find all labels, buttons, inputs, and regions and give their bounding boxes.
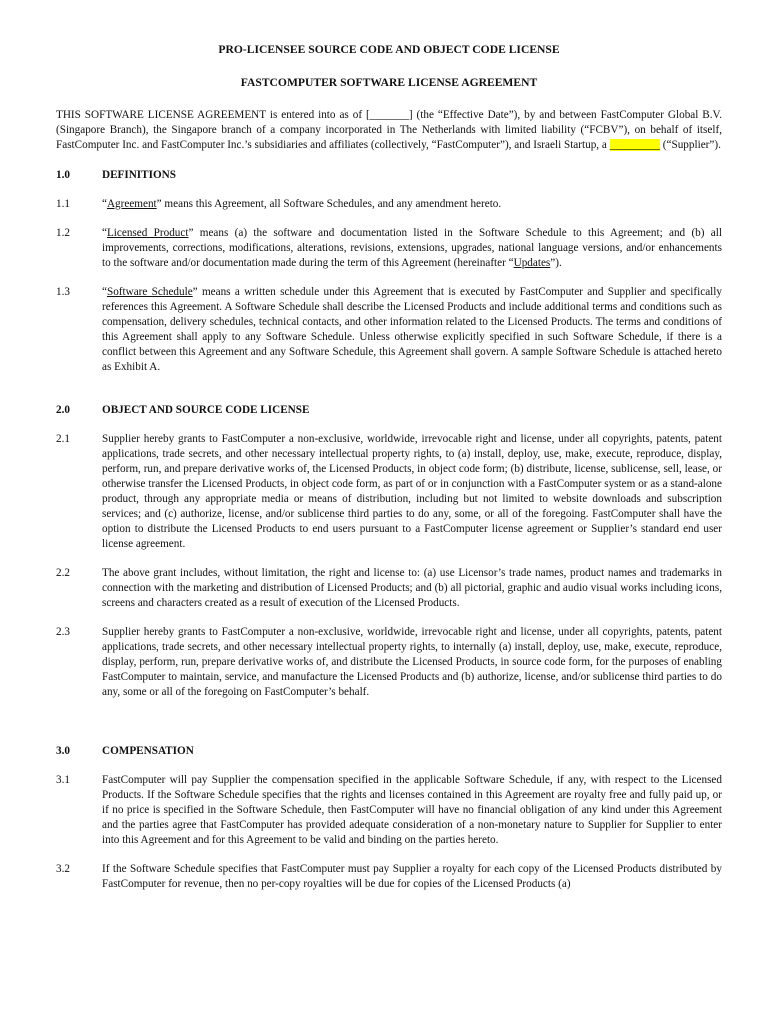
defined-term-agreement: Agreement: [106, 198, 157, 210]
clause-body: Supplier hereby grants to FastComputer a non-exclusive, worldwide, irrevocable right and license, under all copyrights, patents, patent applications, trade secrets, and other necessary intellectual property rights, to internally (a) install, deploy, use, make, execute, reproduce, display, perform, run, prepare derivative works of, and distribute the Licensed Products, in source code form, for the purposes of enabling FastComputer to maintain, service, and manufacture the Licensed Products and (b) authorize, license, and/or sublicense third parties to do any, some or all of the foregoing on FastComputer’s behalf.: [102, 626, 722, 698]
section-number: 1.0: [56, 169, 70, 181]
clause-number: 2.2: [56, 567, 70, 579]
clause-body: FastComputer will pay Supplier the compensation specified in the applicable Software Schedule, if any, with respect to the Licensed Products. If the Software Schedule specifies that the rights and licenses contained in this Agreement are royalty free and fully paid up, or if no price is specified in the Software Schedule, then FastComputer will have no financial obligation of any kind under this Agreement and the parties agree that FastComputer has provided adequate consideration of a non-monetary nature to Supplier for Supplier to enter into this Agreement and for this Agreement to be valid and binding on the parties hereto.: [102, 774, 722, 846]
clause-body: The above grant includes, without limitation, the right and license to: (a) use Licensor’s trade names, product names and trademarks in connection with the marketing and distribution of Licensed Products; and (b) all pictorial, graphic and audio visual works including icons, screens and characters created as a result of execution of the Licensed Products.: [102, 567, 722, 609]
clause-body: Supplier hereby grants to FastComputer a non-exclusive, worldwide, irrevocable right and license, under all copyrights, patents, patent applications, trade secrets, and other necessary intellectual property rights, to (a) install, deploy, use, make, execute, reproduce, display, perform, run, and prepare derivative works of, the Licensed Products, in object code form; (b) distribute, license, sublicense, sell, lease, or otherwise transfer the Licensed Products, in object code form, as part of or in conjunction with a FastComputer system or as a stand-alone product, through any appropriate media or means of distribution, including but not limited to website downloads and subscription services; and (c) authorize, license, and/or sublicense third parties to do any, some, or all of the foregoing. FastComputer shall have the option to distribute the Licensed Products to end users pursuant to a FastComputer license agreement or Supplier’s standard end user license agreement.: [102, 433, 722, 550]
clause-number: 3.1: [56, 774, 70, 786]
section-heading-compensation: [56, 744, 722, 759]
clause-body: If the Software Schedule specifies that FastComputer must pay Supplier a royalty for each copy of the Licensed Products distributed by FastComputer for revenue, then no per-copy royalties will be due for copies of the Licensed Products (a): [102, 863, 722, 890]
clause-text: ” means (a) the software and documentation listed in the Software Schedule to this Agreement; and (b) all improvements, corrections, modifications, alterations, revisions, extensions, upgrades, national language versions, and/or enhancements to the software and/or documentation made during the term of this Agreement (hereinafter “: [102, 227, 722, 269]
section-title: OBJECT AND SOURCE CODE LICENSE: [102, 404, 310, 416]
section-number: 3.0: [56, 745, 70, 757]
open-quote: “: [102, 198, 107, 210]
open-quote: “: [102, 286, 107, 298]
document-page: [56, 42, 722, 892]
clause-1-2: [56, 226, 722, 271]
clause-3-2: [56, 862, 722, 892]
open-quote: “: [102, 227, 107, 239]
clause-text: ” means this Agreement, all Software Schedules, and any amendment hereto.: [156, 198, 502, 210]
clause-body: [102, 285, 722, 375]
clause-text-end: ”).: [550, 257, 562, 269]
section-heading-license: [56, 403, 722, 418]
clause-3-1: [56, 773, 722, 848]
defined-term-licensed-product: Licensed Product: [106, 227, 189, 239]
section-title: COMPENSATION: [102, 745, 194, 757]
document-title: PRO-LICENSEE SOURCE CODE AND OBJECT CODE LICENSE: [218, 43, 560, 56]
clause-number: 1.3: [56, 286, 70, 298]
intro-paragraph: [56, 108, 722, 153]
clause-number: 1.1: [56, 198, 70, 210]
clause-number: 2.1: [56, 433, 70, 445]
intro-text-2: (“Supplier”).: [660, 139, 721, 151]
clause-number: 2.3: [56, 626, 70, 638]
defined-term-updates: Updates: [513, 257, 551, 269]
clause-body: [102, 197, 722, 212]
supplier-entity-blank: _________: [609, 139, 660, 151]
clause-body: [102, 226, 722, 271]
clause-2-3: [56, 625, 722, 700]
clause-2-2: [56, 566, 722, 611]
clause-1-3: [56, 285, 722, 375]
section-number: 2.0: [56, 404, 70, 416]
defined-term-software-schedule: Software Schedule: [106, 286, 193, 298]
section-title: DEFINITIONS: [102, 169, 176, 181]
document-subtitle: FASTCOMPUTER SOFTWARE LICENSE AGREEMENT: [240, 76, 538, 89]
section-heading-definitions: [56, 168, 722, 183]
clause-2-1: [56, 432, 722, 552]
clause-number: 3.2: [56, 863, 70, 875]
clause-text: ” means a written schedule under this Agreement that is executed by FastComputer and Supplier and specifically references this Agreement. A Software Schedule shall describe the Licensed Products and include additional terms and conditions such as compensation, delivery schedules, technical contacts, and other information related to the Licensed Products. The terms and conditions of this Agreement shall apply to any Software Schedule. Unless otherwise explicitly specified in such Software Schedule, if there is a conflict between this Agreement and any Software Schedule, this Agreement shall govern. A sample Software Schedule is attached hereto as Exhibit A.: [102, 286, 722, 373]
intro-text-1: THIS SOFTWARE LICENSE AGREEMENT is entered into as of [_______] (the “Effective Date”), by and between FastComputer Global B.V. (Singapore Branch), the Singapore branch of a company incorporated in The Netherlands with limited liability (“FCBV”), on behalf of itself, FastComputer Inc. and FastComputer Inc.’s subsidiaries and affiliates (collectively, “FastComputer”), and Israeli Startup, a: [56, 109, 722, 151]
clause-number: 1.2: [56, 227, 70, 239]
clause-1-1: [56, 197, 722, 212]
